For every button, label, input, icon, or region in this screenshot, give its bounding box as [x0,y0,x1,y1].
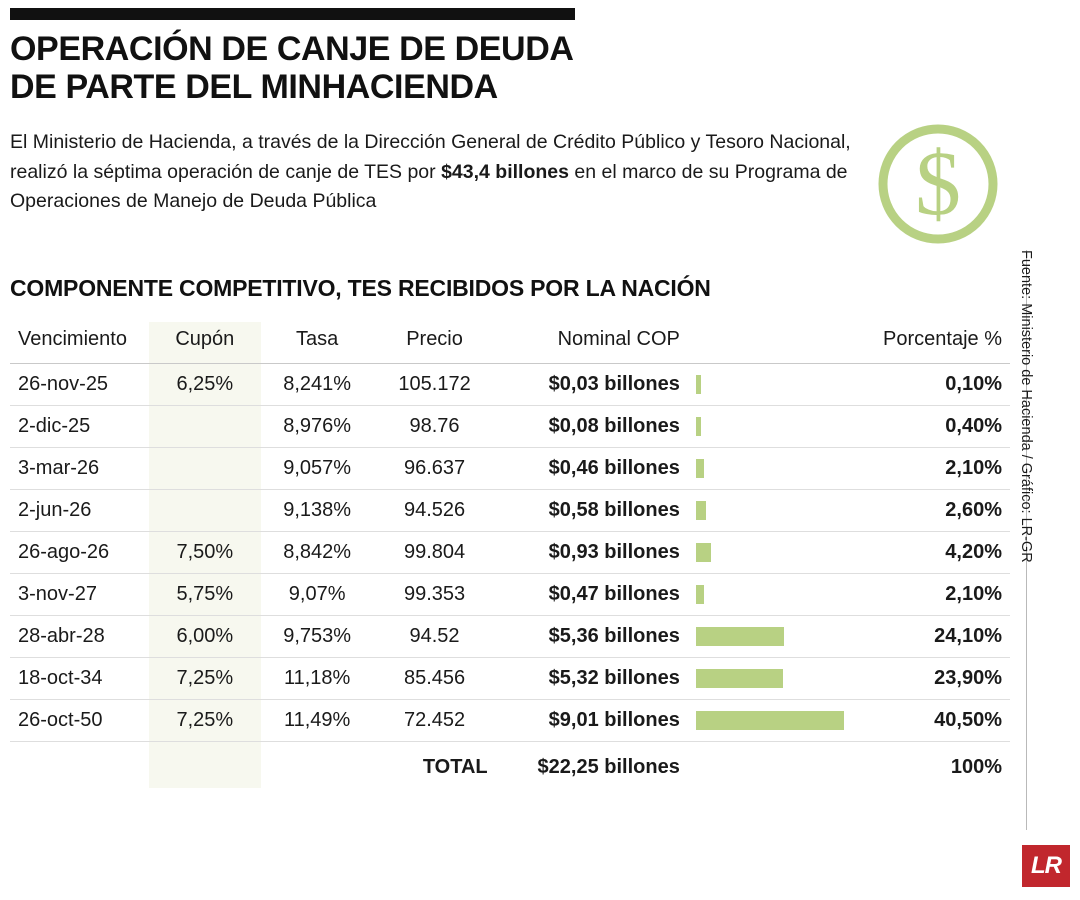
cell-vencimiento: 18-oct-34 [10,658,149,700]
total-bar-cell [688,742,852,789]
cell-bar [688,490,852,532]
cell-nominal: $0,08 billones [496,406,688,448]
cell-porcentaje: 24,10% [852,616,1010,658]
percentage-bar [696,543,711,562]
cell-bar [688,532,852,574]
cell-nominal: $0,47 billones [496,574,688,616]
intro-text-part-2: en el marco de su Programa de Operaciones de Manejo de Deuda Pública [10,160,848,213]
cell-precio: 96.637 [373,448,495,490]
cell-tasa: 8,976% [261,406,374,448]
total-nominal: $22,25 billones [537,756,680,778]
cell-cupon: 7,50% [149,532,261,574]
percentage-bar [696,459,704,478]
cell-vencimiento: 3-nov-27 [10,574,149,616]
table-body [10,364,1010,742]
cell-porcentaje: 2,10% [852,574,1010,616]
cell-precio: 72.452 [373,700,495,742]
page-title-line-1: OPERACIÓN DE CANJE DE DEUDA [10,30,574,68]
cell-vencimiento: 28-abr-28 [10,616,149,658]
column-header-bar [688,322,852,364]
column-header-nominal: Nominal COP [496,322,688,364]
cell-bar [688,700,852,742]
cell-nominal: $0,46 billones [496,448,688,490]
lr-logo: LR [1022,845,1070,887]
table-row [10,700,1010,742]
cell-tasa: 11,18% [261,658,374,700]
cell-tasa: 9,753% [261,616,374,658]
tes-table [10,322,1010,788]
percentage-bar [696,375,701,394]
intro-text-part-1: El Ministerio de Hacienda, a través de la Dirección General de Crédito Público y Tesoro Nacional, realizó la séptima operación de canje de TES por [10,131,851,183]
cell-precio: 105.172 [373,364,495,406]
cell-porcentaje: 0,10% [852,364,1010,406]
svg-text:$: $ [915,132,961,234]
source-credit [1018,250,1058,830]
cell-porcentaje: 23,90% [852,658,1010,700]
dollar-circle-icon [876,122,1000,246]
cell-precio: 99.353 [373,574,495,616]
percentage-bar [696,417,701,436]
section-title: COMPONENTE COMPETITIVO, TES RECIBIDOS POR LA NACIÓN [10,275,711,301]
cell-nominal: $0,93 billones [496,532,688,574]
column-header-porcentaje: Porcentaje % [852,322,1010,364]
cell-tasa: 9,138% [261,490,374,532]
table-total-row [10,742,1010,789]
page-title [10,30,870,106]
total-porcentaje: 100% [950,756,1002,778]
cell-nominal: $5,36 billones [496,616,688,658]
cell-porcentaje: 0,40% [852,406,1010,448]
cell-cupon: 5,75% [149,574,261,616]
cell-porcentaje: 4,20% [852,532,1010,574]
cell-cupon: 7,25% [149,658,261,700]
cell-bar [688,574,852,616]
cell-bar [688,448,852,490]
cell-bar [688,364,852,406]
cell-cupon: 6,00% [149,616,261,658]
cell-cupon: 7,25% [149,700,261,742]
cell-nominal: $0,58 billones [496,490,688,532]
cell-nominal: $9,01 billones [496,700,688,742]
cell-nominal: $5,32 billones [496,658,688,700]
cell-precio: 99.804 [373,532,495,574]
cell-cupon: 6,25% [149,364,261,406]
percentage-bar [696,711,844,730]
source-credit-text: Fuente: Ministerio de Hacienda / Gráfico: LR-GR [1018,250,1034,563]
cell-bar [688,616,852,658]
total-label: TOTAL [422,756,488,778]
percentage-bar [696,627,784,646]
cell-precio: 98.76 [373,406,495,448]
cell-vencimiento: 26-ago-26 [10,532,149,574]
page-title-line-2: DE PARTE DEL MINHACIENDA [10,68,498,107]
column-header-vencimiento: Vencimiento [10,322,149,364]
column-header-cupon: Cupón [149,322,261,364]
cell-tasa: 8,842% [261,532,374,574]
cell-vencimiento: 3-mar-26 [10,448,149,490]
cell-porcentaje: 2,10% [852,448,1010,490]
cell-cupon [149,448,261,490]
percentage-bar [696,501,706,520]
table-row [10,532,1010,574]
cell-bar [688,658,852,700]
table-row [10,448,1010,490]
cell-porcentaje: 2,60% [852,490,1010,532]
cell-tasa: 9,057% [261,448,374,490]
table-row [10,616,1010,658]
column-header-tasa: Tasa [261,322,374,364]
cell-porcentaje: 40,50% [852,700,1010,742]
cell-bar [688,406,852,448]
total-empty-vencimiento [10,742,149,789]
cell-vencimiento: 26-oct-50 [10,700,149,742]
top-rule-divider [10,8,575,20]
table-row [10,406,1010,448]
cell-vencimiento: 26-nov-25 [10,364,149,406]
percentage-bar [696,669,783,688]
cell-nominal: $0,03 billones [496,364,688,406]
cell-precio: 94.52 [373,616,495,658]
table-header-row [10,322,1010,364]
intro-highlight-amount: $43,4 billones [441,160,569,183]
cell-cupon [149,490,261,532]
cell-precio: 85.456 [373,658,495,700]
cell-vencimiento: 2-dic-25 [10,406,149,448]
cell-tasa: 11,49% [261,700,374,742]
cell-precio: 94.526 [373,490,495,532]
percentage-bar [696,585,704,604]
cell-tasa: 9,07% [261,574,374,616]
total-empty-tasa [261,742,374,789]
cell-tasa: 8,241% [261,364,374,406]
table-row [10,658,1010,700]
total-empty-cupon [149,742,261,789]
table-row [10,364,1010,406]
column-header-precio: Precio [373,322,495,364]
table-row [10,490,1010,532]
table-row [10,574,1010,616]
cell-vencimiento: 2-jun-26 [10,490,149,532]
intro-paragraph [10,128,855,217]
cell-cupon [149,406,261,448]
